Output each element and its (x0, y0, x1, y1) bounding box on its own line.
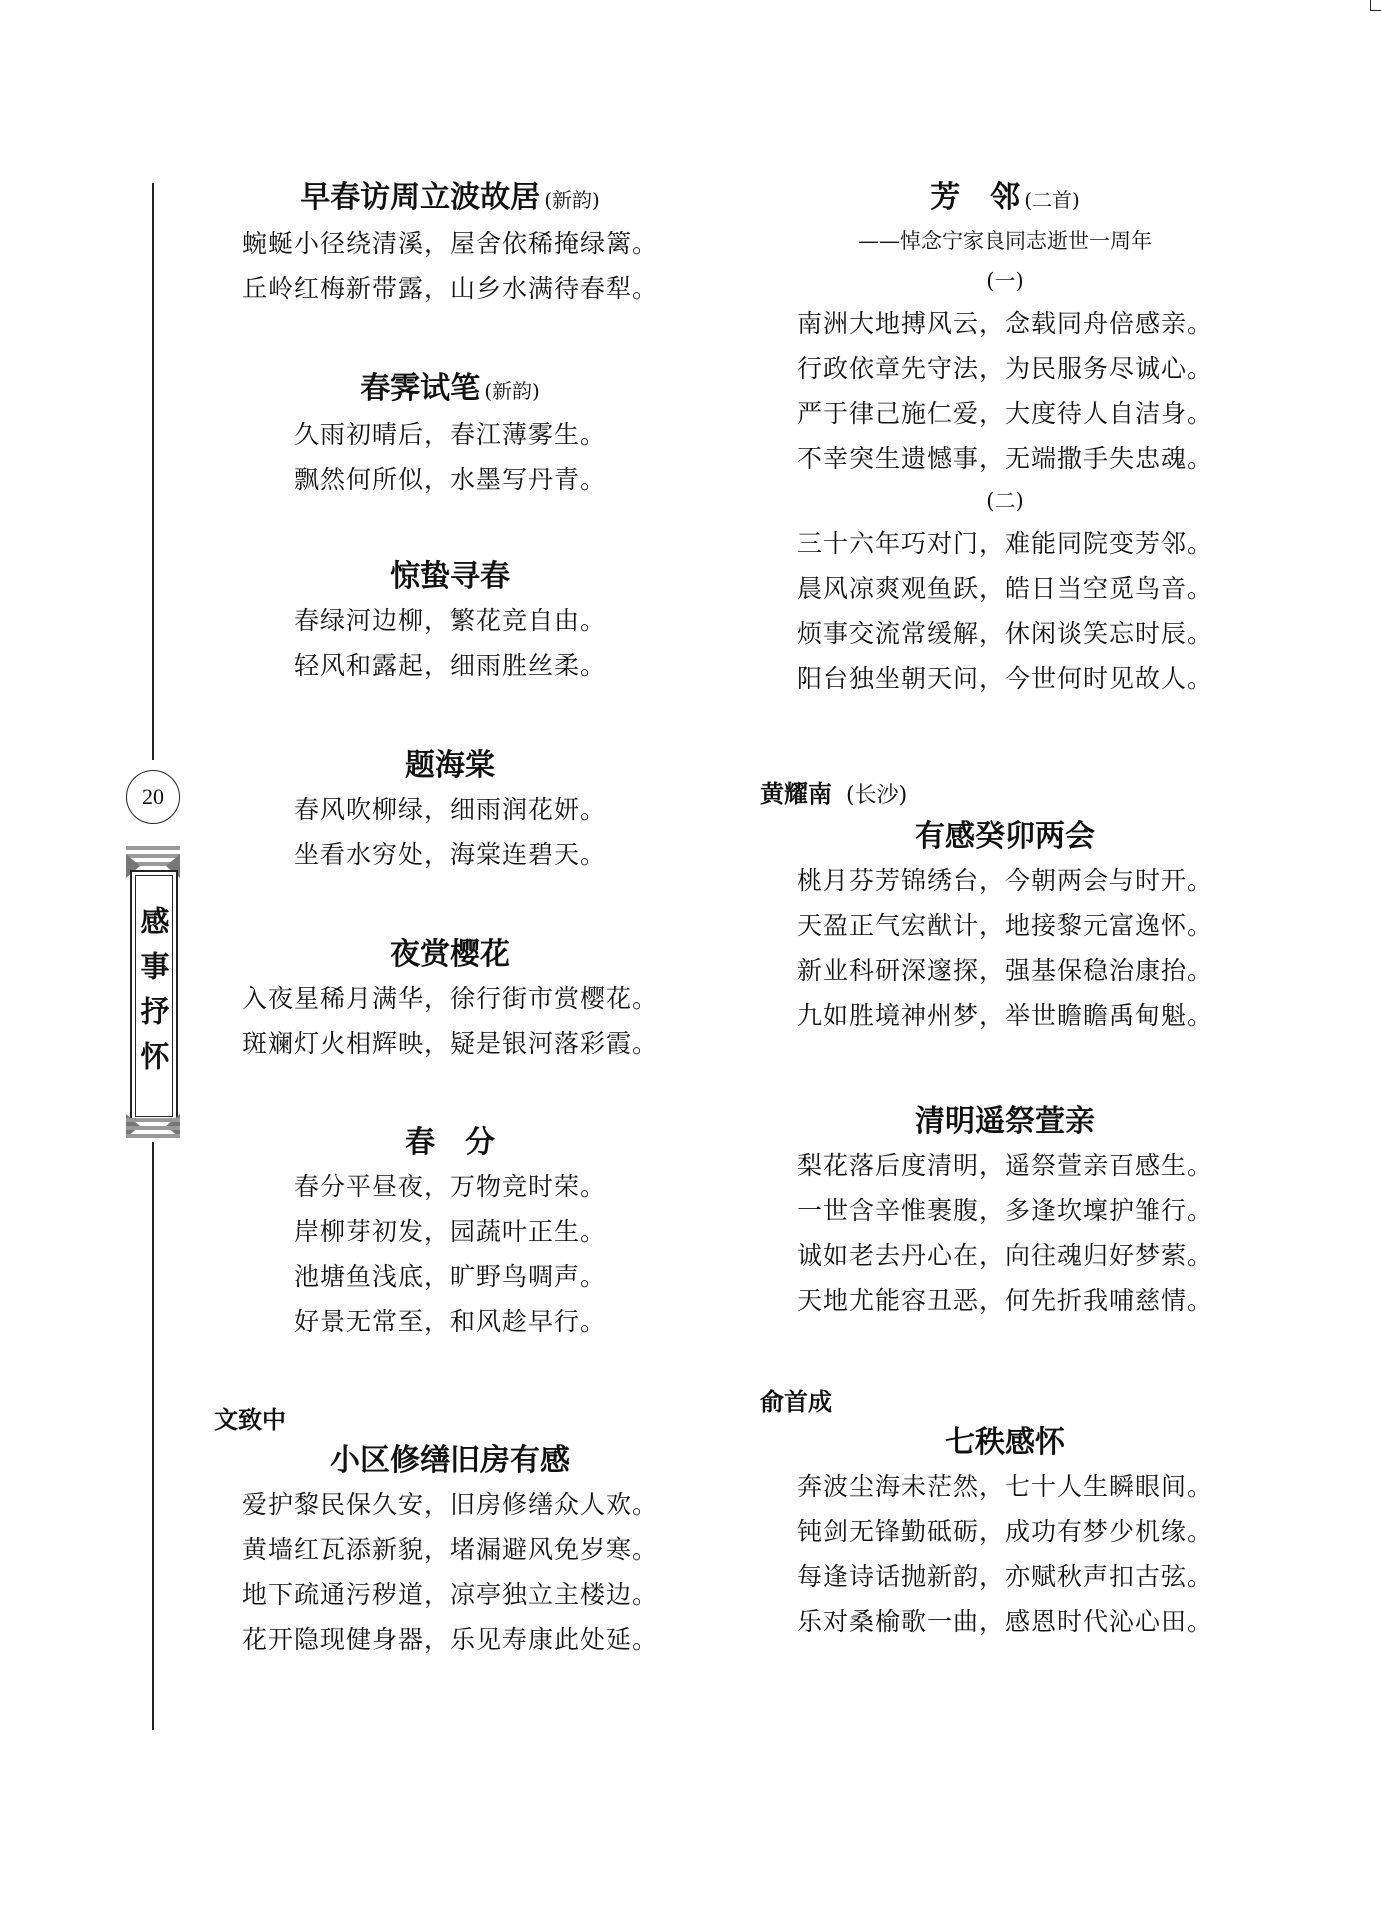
corner-mark (1370, 0, 1381, 11)
poem-line: 严于律己施仁爱，大度待人自洁身。 (796, 399, 1213, 428)
poem-line: 久雨初晴后，春江薄雾生。 (293, 420, 606, 449)
title-note: (二首) (1024, 188, 1080, 212)
poem (760, 1101, 1250, 1323)
poem-line: 丘岭红梅新带露，山乡水满待春犁。 (241, 274, 658, 303)
poem (210, 177, 690, 311)
section-label: 感事抒怀 (136, 906, 171, 1086)
poem-line: 每逢诗话抛新韵，亦赋秋声扣古弦。 (796, 1562, 1213, 1591)
poem-title: 题海棠 (405, 748, 495, 783)
poem-line: 春分平昼夜，万物竞时荣。 (293, 1172, 606, 1201)
poem-title (760, 177, 1250, 221)
poem (210, 934, 690, 1066)
poem-line: 坐看水穷处，海棠连碧天。 (293, 840, 606, 869)
section-tab (126, 846, 180, 1146)
poem-title: 夜赏樱花 (390, 937, 510, 972)
author-place: (长沙) (846, 783, 908, 808)
poem (210, 368, 690, 502)
title-text: 芳 邻 (930, 180, 1021, 215)
tab-stripes-bottom (126, 1118, 180, 1146)
poem-line: 轻风和露起，细雨胜丝柔。 (293, 651, 606, 680)
author-name: 文致中 (214, 1406, 286, 1434)
poem-subtitle: ——悼念宁家良同志逝世一周年 (858, 229, 1152, 253)
poem-title: 清明遥祭萱亲 (915, 1104, 1095, 1139)
margin-rule-top (152, 183, 154, 760)
poem-line: 钝剑无锋勤砥砺，成功有梦少机缘。 (796, 1517, 1213, 1546)
poem-line: 爱护黎民保久安，旧房修缮众人欢。 (241, 1490, 658, 1519)
poem-line: 诚如老去丹心在，向往魂归好梦萦。 (796, 1241, 1213, 1270)
poem (760, 774, 1250, 1038)
poem-line: 春绿河边柳，繁花竞自由。 (293, 606, 606, 635)
poem-title (210, 177, 690, 221)
section-label-box (130, 870, 178, 1122)
poem-title: 七秩感怀 (945, 1425, 1065, 1460)
poem (210, 1400, 690, 1662)
poem-line: 一世含辛惟裹腹，多逢坎壈护雏行。 (796, 1196, 1213, 1225)
poem (210, 556, 690, 688)
poem-line: 入夜星稀月满华，徐行街市赏樱花。 (241, 984, 658, 1013)
poem-line: 奔波尘海未茫然，七十人生瞬眼间。 (796, 1472, 1213, 1501)
poem-line: 天地尤能容丑恶，何先折我哺慈情。 (796, 1286, 1213, 1315)
poem-line: 三十六年巧对门，难能同院变芳邻。 (796, 529, 1213, 558)
author-name: 俞首成 (760, 1388, 832, 1416)
poem-line: 阳台独坐朝天问，今世何时见故人。 (796, 664, 1213, 693)
poem-title: 小区修缮旧房有感 (330, 1443, 570, 1478)
poem-line: 晨风凉爽观鱼跃，皓日当空觅鸟音。 (796, 574, 1213, 603)
poem-part-label: (二) (986, 489, 1024, 513)
poem-line: 不幸突生遗憾事，无端撒手失忠魂。 (796, 444, 1213, 473)
poem-line: 斑斓灯火相辉映，疑是银河落彩霞。 (241, 1029, 658, 1058)
poem-line: 好景无常至，和风趁早行。 (293, 1307, 606, 1336)
title-text: 春霁试笔 (360, 371, 481, 406)
poem-title: 春 分 (405, 1125, 495, 1160)
poem-line: 九如胜境神州梦，举世瞻瞻禹甸魁。 (796, 1001, 1213, 1030)
poem-line: 南洲大地搏风云，念载同舟倍感亲。 (796, 309, 1213, 338)
poem-line: 花开隐现健身器，乐见寿康此处延。 (241, 1625, 658, 1654)
poem-part-label: (一) (986, 269, 1024, 293)
poem-line: 新业科研深邃探，强基保稳治康抬。 (796, 956, 1213, 985)
poem-line: 岸柳芽初发，园蔬叶正生。 (293, 1217, 606, 1246)
page-number: 20 (126, 770, 180, 824)
poem-title: 有感癸卯两会 (915, 819, 1095, 854)
poem-line: 地下疏通污秽道，凉亭独立主楼边。 (241, 1580, 658, 1609)
title-text: 早春访周立波故居 (300, 180, 541, 215)
title-note: (新韵) (544, 188, 600, 212)
margin-rule-bottom (152, 1142, 154, 1730)
poem-line: 春风吹柳绿，细雨润花妍。 (293, 795, 606, 824)
author-name: 黄耀南 (760, 780, 832, 808)
author-line (760, 774, 1250, 816)
poem-line: 乐对桑榆歌一曲，感恩时代沁心田。 (796, 1607, 1213, 1636)
poem (210, 745, 690, 877)
poem (760, 177, 1250, 701)
poem-line: 烦事交流常缓解，休闲谈笑忘时辰。 (796, 619, 1213, 648)
poem-line: 行政依章先守法，为民服务尽诚心。 (796, 354, 1213, 383)
poem-line: 桃月芬芳锦绣台，今朝两会与时开。 (796, 866, 1213, 895)
poem (760, 1382, 1250, 1644)
poem (210, 1122, 690, 1344)
poem-title: 惊蛰寻春 (390, 559, 510, 594)
poem-line: 梨花落后度清明，遥祭萱亲百感生。 (796, 1151, 1213, 1180)
poem-line: 蜿蜒小径绕清溪，屋舍依稀掩绿篱。 (241, 229, 658, 258)
poem-line: 黄墙红瓦添新貌，堵漏避风免岁寒。 (241, 1535, 658, 1564)
title-note: (新韵) (484, 379, 540, 403)
poem-line: 飘然何所似，水墨写丹青。 (293, 465, 606, 494)
poem-title (210, 368, 690, 412)
poem-line: 池塘鱼浅底，旷野鸟啁声。 (293, 1262, 606, 1291)
poem-line: 天盈正气宏猷计，地接黎元富逸怀。 (796, 911, 1213, 940)
